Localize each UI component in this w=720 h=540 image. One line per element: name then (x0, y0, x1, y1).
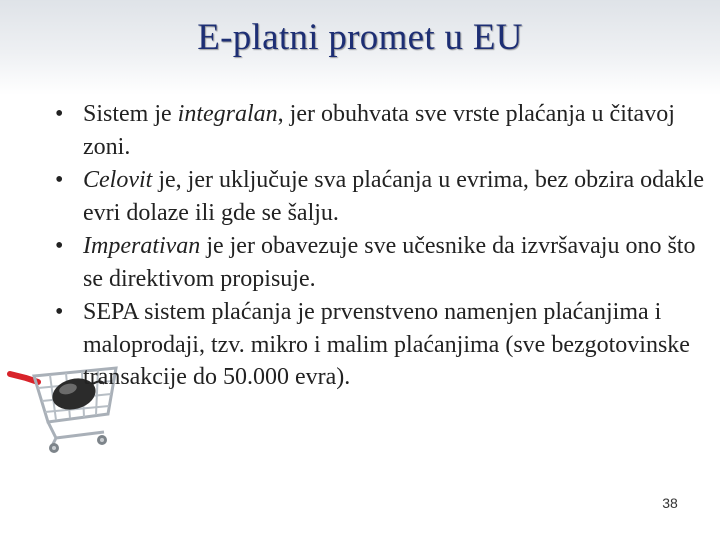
bullet-item (55, 98, 715, 163)
bullet-dot: • (55, 101, 64, 127)
bullet-text: je jer obavezuje sve učesnike da izvršavaju ono što se direktivom propisuje. (83, 233, 696, 292)
bullet-dot: • (55, 167, 64, 193)
bullet-text: je, jer uključuje sva plaćanja u evrima, bez obzira odakle evri dolaze ili gde se šalju. (83, 167, 705, 226)
bullet-item (55, 164, 715, 229)
bullet-emphasis: integralan (177, 101, 278, 127)
page-number: 38 (662, 495, 678, 511)
bullet-list (55, 98, 715, 395)
bullet-dot: • (55, 299, 64, 325)
bullet-emphasis: Imperativan (83, 233, 201, 259)
bullet-item (55, 296, 715, 394)
bullet-emphasis: Celovit (83, 167, 153, 193)
bullet-item (55, 230, 715, 295)
bullet-text: SEPA sistem plaćanja je prvenstveno namenjen plaćanjima i maloprodaji, tzv. mikro i malim plaćanjima (sve bezgotovinske transakcije do 50.000 evra). (83, 299, 690, 390)
bullet-text: Sistem je (83, 101, 178, 127)
slide-title: E-platni promet u EU (197, 17, 523, 58)
bullet-dot: • (55, 233, 64, 259)
bullet-text: , jer obuhvata sve vrste plaćanja u čitavoj zoni. (83, 101, 675, 160)
